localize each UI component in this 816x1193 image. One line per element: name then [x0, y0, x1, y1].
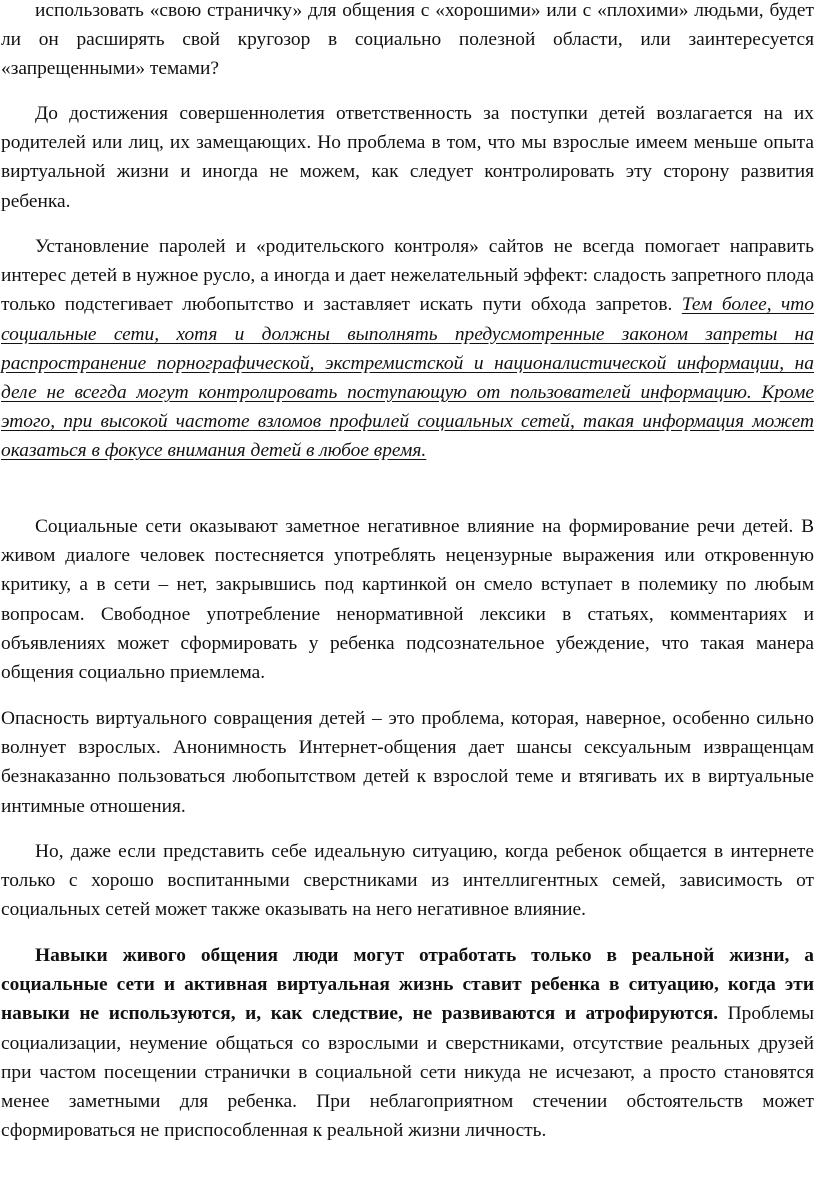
paragraph-6: Но, даже если представить себе идеальную ситуацию, когда ребенок общается в интернете только с хорошо воспитанными сверстниками из интеллигентных семей, зависимость от социальных сетей может также оказывать на него негативное влияние.: [1, 841, 814, 921]
paragraph-4: Социальные сети оказывают заметное негативное влияние на формирование речи детей. В живом диалоге человек постесняется употреблять нецензурные выражения или откровенную критику, а в сети – нет, закрывшись под картинкой он смело вступает в полемику по любым вопросам. Свободное употребление ненормативной лексики в статьях, комментариях и объявлениях может сформировать у ребенка подсознательное убеждение, что такая манера общения социально приемлема.: [1, 516, 814, 684]
paragraph-3-text: Установление паролей и «родительского контроля» сайтов не всегда помогает направить интерес детей в нужное русло, а иногда и дает нежелательный эффект: сладость запретного плода только подстегивает любопытство и заставляет искать пути обхода запретов.: [1, 236, 814, 316]
paragraph-7-bold: Навыки живого общения люди могут отработать только в реальной жизни, а социальные сети и активная виртуальная жизнь ставит ребенка в ситуацию, когда эти навыки не используются, и, как следствие, не развиваются и атрофируются.: [1, 945, 814, 1025]
paragraph-3: [1, 232, 814, 466]
paragraph-7: [1, 941, 814, 1145]
paragraph-3-emphasis: Тем более, что социальные сети, хотя и должны выполнять предусмотренные законом запреты на распространение порнографической, экстремистской и националистической информации, на деле не всегда могут контролировать поступающую от пользователей информацию. Кроме этого, при высокой частоте взломов профилей социальных сетей, такая информация может оказаться в фокусе внимания детей в любое время.: [1, 294, 815, 462]
paragraph-1: использовать «свою страничку» для общения с «хорошими» или с «плохими» людьми, будет ли он расширять свой кругозор в социально полезной области, или заинтересуется «запрещенными» темами?: [1, 0, 814, 80]
paragraph-7-text: Проблемы социализации, неумение общаться со взрослыми и сверстниками, отсутствие реальных друзей при частом посещении странички в социальной сети никуда не исчезают, а просто становятся менее заметными для ребенка. При неблагоприятном стечении обстоятельств может сформироваться не приспособленная к реальной жизни личность.: [1, 1003, 814, 1142]
paragraph-2: До достижения совершеннолетия ответственность за поступки детей возлагается на их родителей или лиц, их замещающих. Но проблема в том, что мы взрослые имеем меньше опыта виртуальной жизни и иногда не можем, как следует контролировать эту сторону развития ребенка.: [1, 103, 814, 212]
paragraph-5: Опасность виртуального совращения детей – это проблема, которая, наверное, особенно сильно волнует взрослых. Анонимность Интернет-общения дает шансы сексуальным извращенцам безнаказанно пользоваться любопытством детей к взрослой теме и втягивать их в виртуальные интимные отношения.: [1, 708, 814, 817]
